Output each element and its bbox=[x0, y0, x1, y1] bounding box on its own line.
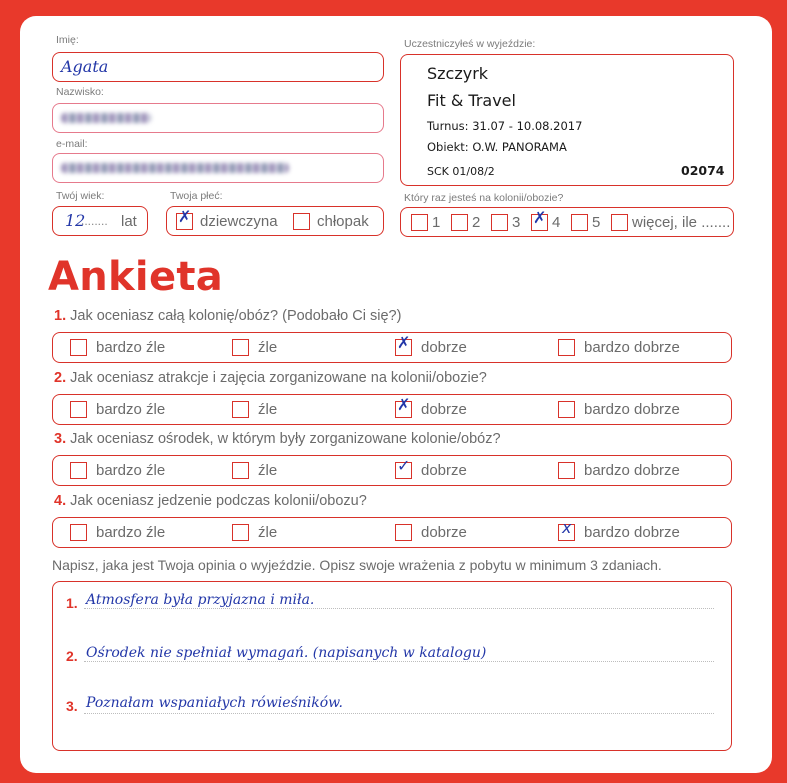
q1-checkbox-very-good[interactable] bbox=[558, 339, 575, 356]
option-label: bardzo źle bbox=[96, 462, 166, 479]
check-mark: ✗ bbox=[397, 333, 411, 352]
question-3-options bbox=[52, 455, 732, 486]
question-number: 1. bbox=[54, 308, 67, 324]
question-4 bbox=[54, 493, 367, 509]
sex-checkbox-boy[interactable] bbox=[293, 213, 310, 230]
option-label: bardzo źle bbox=[96, 401, 166, 418]
question-2-options bbox=[52, 394, 732, 425]
surname-field[interactable] bbox=[52, 103, 384, 133]
option-label: bardzo dobrze bbox=[584, 401, 680, 418]
times-checkbox-2[interactable] bbox=[451, 214, 468, 231]
check-mark: x bbox=[562, 518, 572, 537]
check-mark: ✗ bbox=[397, 395, 411, 414]
times-option-3: 3 bbox=[512, 214, 521, 231]
name-label: Imię: bbox=[56, 34, 79, 46]
answer-line bbox=[84, 713, 714, 714]
sex-option-boy: chłopak bbox=[317, 213, 369, 230]
q1-checkbox-very-bad[interactable] bbox=[70, 339, 87, 356]
answer-number: 2. bbox=[66, 648, 78, 664]
trip-term: Turnus: 31.07 - 10.08.2017 bbox=[427, 119, 583, 133]
name-field[interactable] bbox=[52, 52, 384, 82]
email-label: e-mail: bbox=[56, 138, 88, 150]
option-label: dobrze bbox=[421, 339, 467, 356]
q3-checkbox-bad[interactable] bbox=[232, 462, 249, 479]
question-number: 4. bbox=[54, 493, 67, 509]
question-text: Jak oceniasz całą kolonię/obóz? (Podobało Ci się?) bbox=[70, 308, 402, 324]
question-number: 2. bbox=[54, 370, 67, 386]
option-label: źle bbox=[258, 401, 278, 418]
option-label: dobrze bbox=[421, 401, 467, 418]
times-checkbox-5[interactable] bbox=[571, 214, 588, 231]
trip-venue: Obiekt: O.W. PANORAMA bbox=[427, 140, 567, 154]
times-checkbox-4[interactable] bbox=[531, 208, 548, 231]
question-text: Jak oceniasz ośrodek, w którym były zorganizowane kolonie/obóz? bbox=[70, 431, 501, 447]
email-field[interactable] bbox=[52, 153, 384, 183]
times-label: Który raz jesteś na kolonii/obozie? bbox=[404, 192, 564, 204]
q2-checkbox-good[interactable] bbox=[395, 395, 412, 418]
times-option-5: 5 bbox=[592, 214, 601, 231]
sex-options-box bbox=[166, 206, 384, 236]
times-checkbox-1[interactable] bbox=[411, 214, 428, 231]
question-number: 3. bbox=[54, 431, 67, 447]
sex-checkbox-girl[interactable] bbox=[176, 207, 193, 230]
q3-checkbox-very-good[interactable] bbox=[558, 462, 575, 479]
option-label: bardzo dobrze bbox=[584, 462, 680, 479]
sex-label: Twoja płeć: bbox=[170, 190, 223, 202]
question-text: Jak oceniasz jedzenie podczas kolonii/obozu? bbox=[70, 493, 367, 509]
question-4-options bbox=[52, 517, 732, 548]
surname-redacted bbox=[61, 113, 151, 123]
times-option-1: 1 bbox=[432, 214, 441, 231]
q2-checkbox-very-good[interactable] bbox=[558, 401, 575, 418]
question-2 bbox=[54, 370, 487, 386]
q1-checkbox-bad[interactable] bbox=[232, 339, 249, 356]
q2-checkbox-bad[interactable] bbox=[232, 401, 249, 418]
q3-checkbox-very-bad[interactable] bbox=[70, 462, 87, 479]
email-redacted bbox=[61, 163, 289, 173]
option-label: bardzo dobrze bbox=[584, 524, 680, 541]
times-checkbox-more[interactable] bbox=[611, 214, 628, 231]
q4-checkbox-very-bad[interactable] bbox=[70, 524, 87, 541]
answer-line bbox=[84, 661, 714, 662]
check-mark: ✗ bbox=[533, 208, 547, 227]
trip-box bbox=[400, 54, 734, 186]
q4-checkbox-bad[interactable] bbox=[232, 524, 249, 541]
trip-program: Fit & Travel bbox=[427, 91, 516, 110]
question-text: Jak oceniasz atrakcje i zajęcia zorganizowane na kolonii/obozie? bbox=[70, 370, 487, 386]
option-label: bardzo źle bbox=[96, 524, 166, 541]
survey-title: Ankieta bbox=[48, 254, 224, 300]
times-options-box bbox=[400, 207, 734, 237]
times-option-more: więcej, ile ....... bbox=[632, 214, 731, 231]
q4-checkbox-very-good[interactable] bbox=[558, 518, 575, 541]
answer-3: Poznałam wspaniałych rówieśników. bbox=[86, 695, 343, 711]
check-mark: ✓ bbox=[397, 456, 411, 475]
option-label: dobrze bbox=[421, 524, 467, 541]
option-label: źle bbox=[258, 462, 278, 479]
answer-line bbox=[84, 608, 714, 609]
option-label: dobrze bbox=[421, 462, 467, 479]
question-3 bbox=[54, 431, 501, 447]
name-value: Agata bbox=[61, 57, 109, 76]
q2-checkbox-very-bad[interactable] bbox=[70, 401, 87, 418]
option-label: źle bbox=[258, 339, 278, 356]
q4-checkbox-good[interactable] bbox=[395, 524, 412, 541]
trip-label: Uczestniczyłeś w wyjeździe: bbox=[404, 38, 536, 50]
age-value: 12 bbox=[65, 211, 86, 230]
form-number: 02074 bbox=[681, 163, 725, 178]
times-checkbox-3[interactable] bbox=[491, 214, 508, 231]
answer-2: Ośrodek nie spełniał wymagań. (napisanych w katalogu) bbox=[86, 645, 487, 661]
opinion-prompt: Napisz, jaka jest Twoja opinia o wyjeździe. Opisz swoje wrażenia z pobytu w minimum 3 zdaniach. bbox=[52, 557, 662, 573]
check-mark: ✗ bbox=[178, 207, 192, 226]
trip-code: SCK 01/08/2 bbox=[427, 165, 495, 178]
trip-place: Szczyrk bbox=[427, 64, 489, 83]
answer-1: Atmosfera była przyjazna i miła. bbox=[86, 592, 315, 608]
times-option-4: 4 bbox=[552, 214, 561, 231]
age-unit: lat bbox=[121, 213, 137, 230]
answer-number: 3. bbox=[66, 698, 78, 714]
q1-checkbox-good[interactable] bbox=[395, 333, 412, 356]
age-dots: ........ bbox=[81, 214, 108, 228]
question-1 bbox=[54, 308, 401, 324]
age-field[interactable] bbox=[52, 206, 148, 236]
q3-checkbox-good[interactable] bbox=[395, 456, 412, 479]
question-1-options bbox=[52, 332, 732, 363]
age-label: Twój wiek: bbox=[56, 190, 105, 202]
option-label: źle bbox=[258, 524, 278, 541]
option-label: bardzo źle bbox=[96, 339, 166, 356]
surname-label: Nazwisko: bbox=[56, 86, 104, 98]
answer-number: 1. bbox=[66, 595, 78, 611]
times-option-2: 2 bbox=[472, 214, 481, 231]
sex-option-girl: dziewczyna bbox=[200, 213, 278, 230]
option-label: bardzo dobrze bbox=[584, 339, 680, 356]
